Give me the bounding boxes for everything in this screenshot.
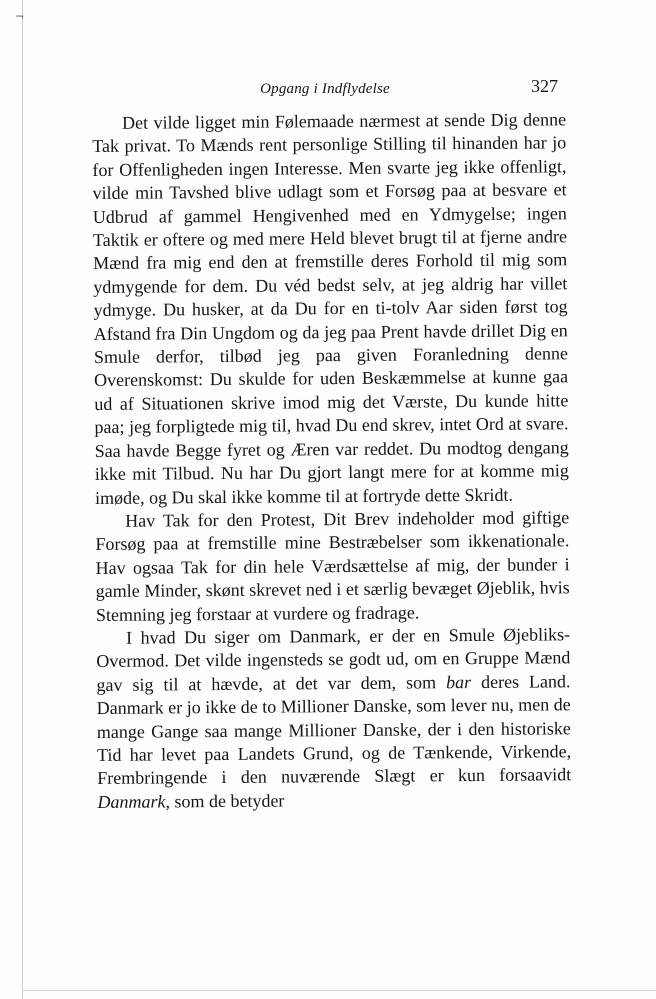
- page-edge-left: [22, 0, 23, 999]
- text-run: I hvad Du siger om Danmark, er der en Smule Øjebliks-Overmod. Det vilde ingensteds se godt ud, om en Gruppe Mænd gav sig til at hævde, at det var dem, som: [96, 624, 571, 695]
- paragraph: [96, 623, 571, 814]
- text-run: deres Land. Danmark er jo ikke de to Millioner Danske, som lever nu, men de mange Gange saa mange Millioner Danske, der i den historiske Tid har levet paa Landets Grund, og de Tænkende, Virkende, Frembringende i den nuværende Slægt er kun forsaavidt: [96, 671, 572, 789]
- emphasis-text: bar: [446, 671, 472, 692]
- running-head-title: Opgang i Indflydelse: [260, 81, 390, 97]
- body-text: [92, 108, 572, 814]
- text-run: Hav Tak for den Protest, Dit Brev indeholder mod giftige Forsøg paa at fremstille mine Bestræbelser som ikkenationale. Hav ogsaa Tak for din hele Værdsættelse af mig, der bunder i gamle Minder, skønt skrevet ned i et særlig bevæget Øjeblik, hvis Stemning jeg forstaar at vurdere og fradrage.: [95, 507, 570, 625]
- emphasis-text: Danmark,: [97, 791, 170, 812]
- text-run: Det vilde ligget min Følemaade nærmest at sende Dig denne Tak privat. To Mænds rent personlige Stilling til hinanden har jo for Offenligheden ingen Interesse. Men svarte jeg ikke offenligt, vilde min Tavshed blive udlagt som et Forsøg paa at besvare et Udbrud af gammel Hengivenhed med en Ydmygelse; ingen Taktik er oftere og med mere Held blevet brugt til at fjerne andre Mænd fra mig end den at fremstille deres Forhold til mig som ydmygende for dem. Du véd bedst selv, at jeg aldrig har villet ydmyge. Du husker, at da Du for en ti-tolv Aar siden først tog Afstand fra Din Ungdom og da jeg paa Prent havde drillet Dig en Smule derfor, tilbød jeg paa given Foranledning denne Overenskomst: Du skulde for uden Beskæmmelse at kunne gaa ud af Situationen skrive imod mig det Værste, Du kunde hitte paa; jeg forpligtede mig til, hvad Du end skrev, intet Ord at svare. Saa havde Begge fyret og Æren var reddet. Du modtog dengang ikke mit Tilbud. Nu har Du gjort langt mere for at komme mig imøde, og Du skal ikke komme til at fortryde dette Skridt.: [92, 109, 569, 508]
- page-edge-bottom: [22, 990, 656, 991]
- running-head: [92, 76, 558, 102]
- paragraph: [95, 506, 570, 627]
- paragraph: [92, 108, 569, 510]
- text-run: som de betyder: [169, 790, 285, 812]
- page-number: 327: [531, 76, 558, 96]
- corner-mark: ¬: [15, 10, 25, 23]
